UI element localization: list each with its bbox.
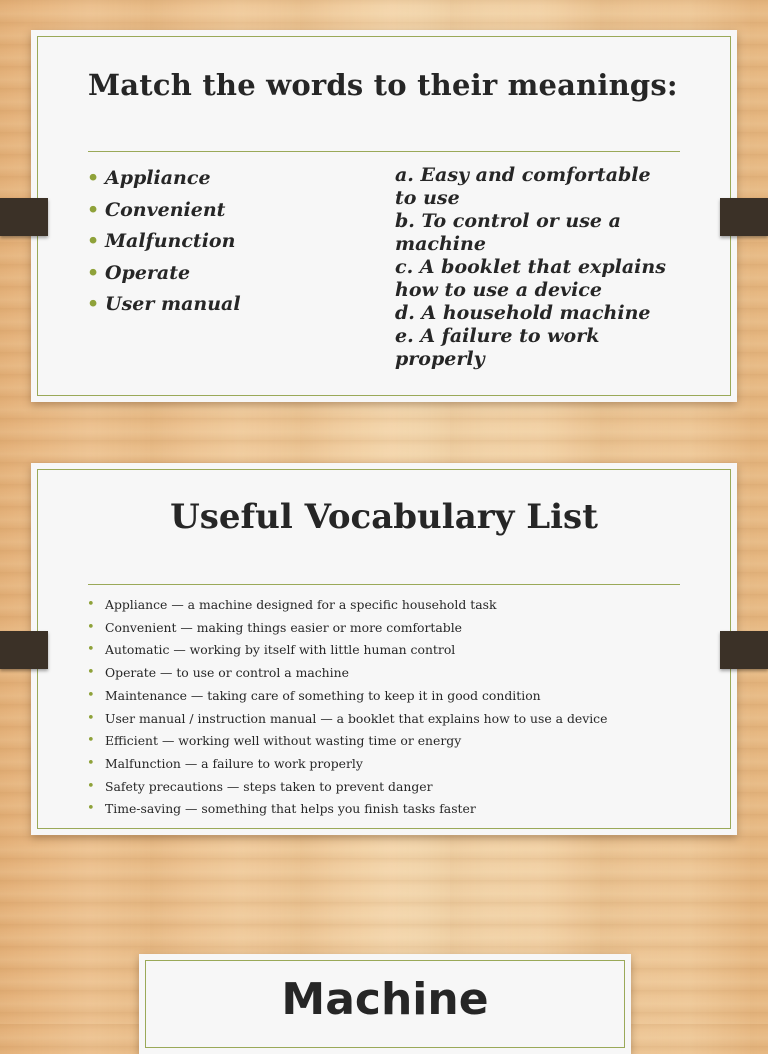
list-item: • Safety precautions — steps taken to prevent danger (87, 776, 607, 799)
slide-match-words (31, 30, 737, 402)
words-list (87, 163, 241, 321)
list-item: • Operate — to use or control a machine (87, 662, 607, 685)
title-divider (88, 584, 680, 585)
vocabulary-list (87, 594, 607, 821)
list-item: • User manual / instruction manual — a booklet that explains how to use a device (87, 708, 607, 731)
meaning-line: c. A booklet that explains (395, 256, 666, 278)
meaning-line: d. A household machine (395, 302, 651, 324)
list-item: • User manual (87, 289, 241, 321)
list-item: • Automatic — working by itself with little human control (87, 639, 607, 662)
binder-clip-left (0, 631, 48, 669)
list-item: • Appliance (87, 163, 241, 195)
meaning-line: e. A failure to work (395, 325, 600, 347)
meaning-line: how to use a device (395, 279, 602, 301)
list-item: • Appliance — a machine designed for a specific household task (87, 594, 607, 617)
slide-title: Machine (281, 974, 489, 1025)
list-item: • Convenient (87, 195, 241, 227)
list-item: • Malfunction — a failure to work properly (87, 753, 607, 776)
binder-clip-right (720, 198, 768, 236)
slide-title: Match the words to their meanings: (88, 68, 678, 102)
binder-clip-right (720, 631, 768, 669)
meaning-line: a. Easy and comfortable (395, 164, 651, 186)
meaning-line: machine (395, 233, 486, 255)
list-item: • Efficient — working well without wasting time or energy (87, 730, 607, 753)
meaning-line: b. To control or use a (395, 210, 621, 232)
list-item: • Operate (87, 258, 241, 290)
meaning-line: properly (395, 348, 485, 370)
slide-title: Useful Vocabulary List (170, 497, 598, 537)
slide-machine (139, 954, 631, 1054)
list-item: • Time-saving — something that helps you finish tasks faster (87, 798, 607, 821)
list-item: • Malfunction (87, 226, 241, 258)
meanings-list (395, 164, 685, 371)
meaning-line: to use (395, 187, 460, 209)
list-item: • Convenient — making things easier or more comfortable (87, 617, 607, 640)
binder-clip-left (0, 198, 48, 236)
slide-vocabulary-list (31, 463, 737, 835)
list-item: • Maintenance — taking care of something to keep it in good condition (87, 685, 607, 708)
title-divider (88, 151, 680, 152)
